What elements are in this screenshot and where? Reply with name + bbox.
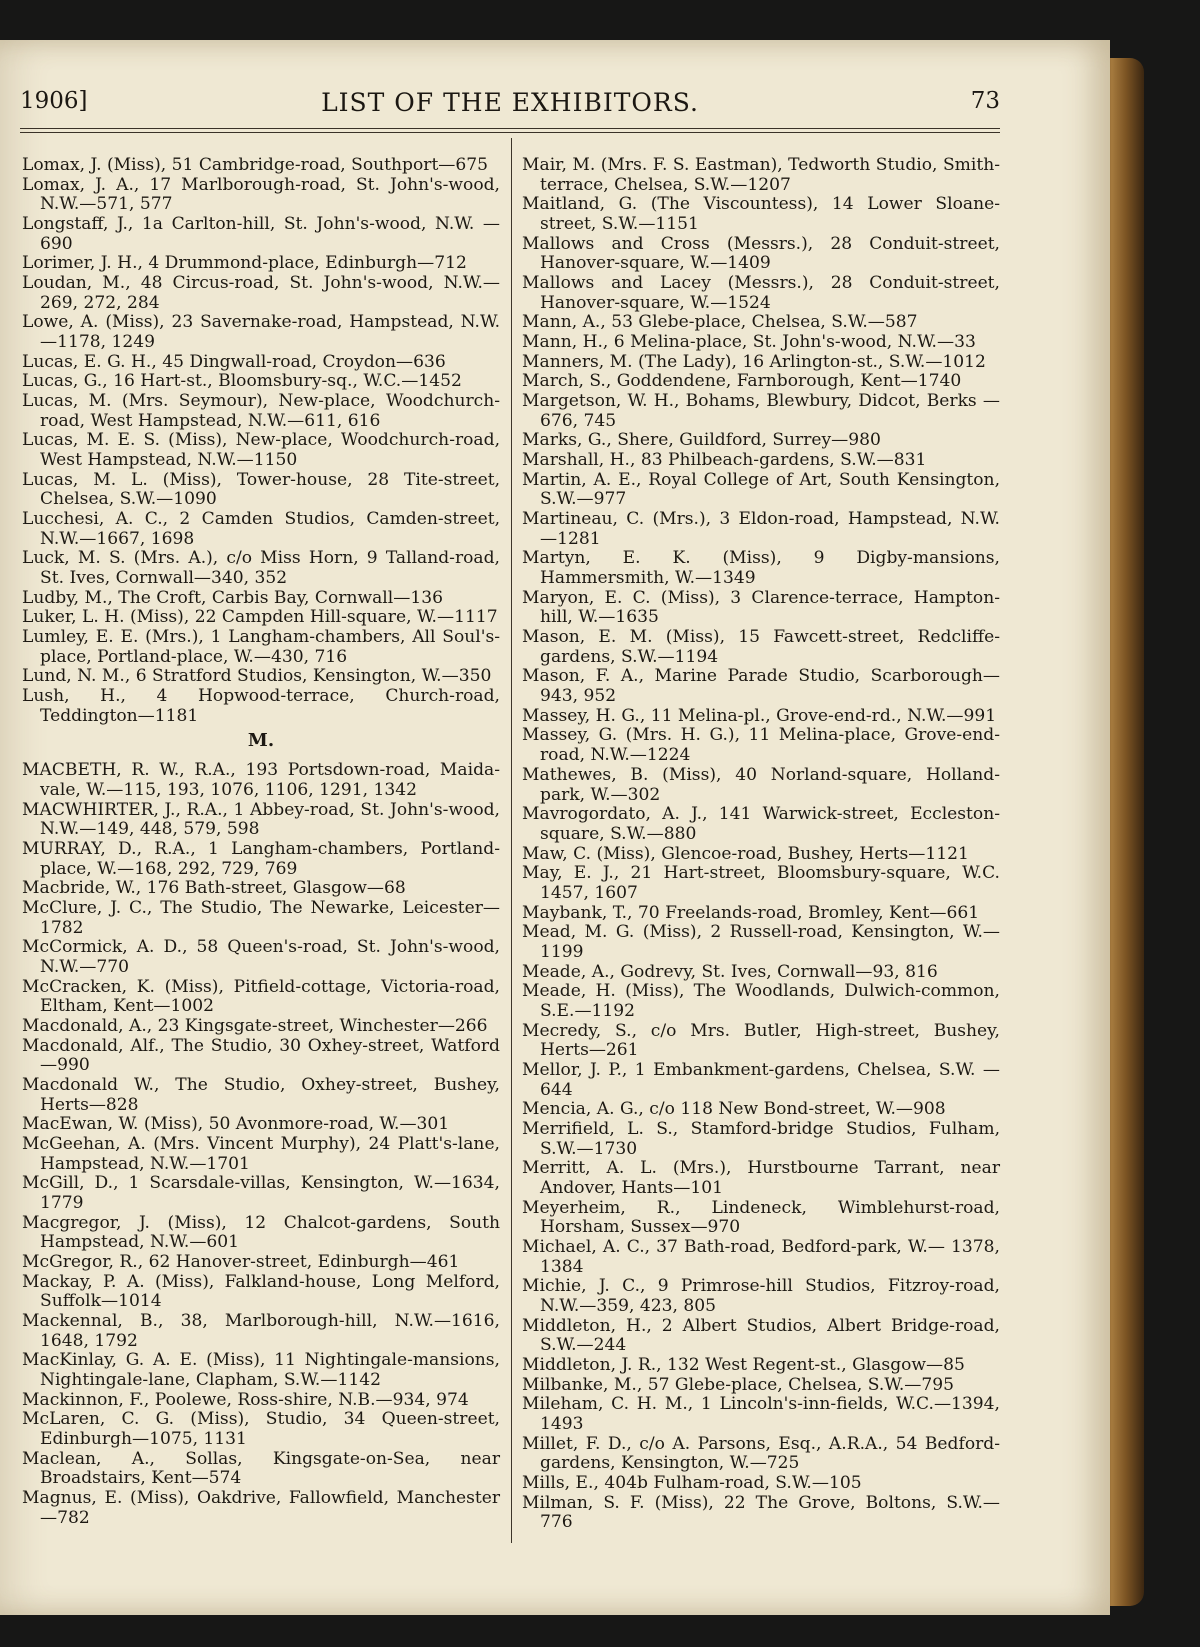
exhibitor-entry: Mathewes, B. (Miss), 40 Norland-square, Holland-park, W.—302: [522, 764, 1000, 805]
exhibitor-entry: Martineau, C. (Mrs.), 3 Eldon-road, Hampstead, N.W. —1281: [522, 509, 1000, 549]
exhibitor-entry: Massey, G. (Mrs. H. G.), 11 Melina-place, Grove-end-road, N.W.—1224: [522, 725, 1000, 766]
exhibitor-entry: Luker, L. H. (Miss), 22 Campden Hill-square, W.—1117: [22, 607, 498, 628]
exhibitor-entry: Millet, F. D., c/o A. Parsons, Esq., A.R.A., 54 Bedford-gardens, Kensington, W.—725: [522, 1433, 1000, 1474]
exhibitor-entry: Mason, E. M. (Miss), 15 Fawcett-street, Redcliffe-gardens, S.W.—1194: [522, 627, 1000, 667]
section-heading-m: M.: [247, 730, 275, 752]
exhibitor-entry: Lucas, M. L. (Miss), Tower-house, 28 Tite-street, Chelsea, S.W.—1090: [22, 469, 500, 510]
exhibitor-entry: Ludby, M., The Croft, Carbis Bay, Cornwall—136: [22, 587, 443, 608]
exhibitor-entry: Mead, M. G. (Miss), 2 Russell-road, Kensington, W.— 1199: [522, 922, 1000, 962]
exhibitor-entry: McGill, D., 1 Scarsdale-villas, Kensington, W.—1634, 1779: [22, 1173, 500, 1213]
exhibitor-entry: Merritt, A. L. (Mrs.), Hurstbourne Tarrant, near Andover, Hants—101: [522, 1158, 1000, 1198]
page-number: 73: [970, 88, 1000, 114]
exhibitor-entry: Martyn, E. K. (Miss), 9 Digby-mansions, Hammersmith, W.—1349: [522, 548, 1000, 589]
exhibitor-entry: Macdonald W., The Studio, Oxhey-street, Bushey, Herts—828: [22, 1074, 500, 1115]
exhibitor-entry: Martin, A. E., Royal College of Art, South Kensington, S.W.—977: [522, 469, 1000, 510]
exhibitor-entry: Lorimer, J. H., 4 Drummond-place, Edinburgh—712: [22, 253, 467, 274]
exhibitor-entry: MACWHIRTER, J., R.A., 1 Abbey-road, St. John's-wood, N.W.—149, 448, 579, 598: [22, 799, 500, 840]
exhibitor-entry: Lucas, G., 16 Hart-st., Bloomsbury-sq., W.C.—1452: [22, 371, 462, 392]
exhibitor-entry: Mecredy, S., c/o Mrs. Butler, High-street, Bushey, Herts—261: [522, 1020, 1000, 1061]
entries-l-section: [22, 156, 500, 726]
page-title: LIST OF THE EXHIBITORS.: [321, 88, 699, 117]
exhibitor-entry: Merrifield, L. S., Stamford-bridge Studios, Fulham, S.W.—1730: [522, 1118, 1000, 1159]
exhibitor-entry: March, S., Goddendene, Farnborough, Kent—1740: [522, 371, 962, 392]
exhibitor-entry: Magnus, E. (Miss), Oakdrive, Fallowfield, Manchester —782: [22, 1488, 500, 1528]
exhibitor-entry: Lowe, A. (Miss), 23 Savernake-road, Hampstead, N.W. —1178, 1249: [22, 312, 500, 353]
exhibitor-entry: Meade, H. (Miss), The Woodlands, Dulwich-common, S.E.—1192: [522, 981, 1000, 1021]
column-divider: [511, 138, 512, 1543]
exhibitor-entry: McLaren, C. G. (Miss), Studio, 34 Queen-street, Edinburgh—1075, 1131: [22, 1409, 500, 1449]
exhibitor-entry: Milman, S. F. (Miss), 22 The Grove, Boltons, S.W.— 776: [522, 1492, 1000, 1533]
exhibitor-entry: Longstaff, J., 1a Carlton-hill, St. John's-wood, N.W. —690: [22, 214, 500, 254]
exhibitor-entry: Macdonald, Alf., The Studio, 30 Oxhey-street, Watford —990: [22, 1035, 500, 1076]
exhibitor-entry: Lucchesi, A. C., 2 Camden Studios, Camden-street, N.W.—1667, 1698: [22, 509, 500, 549]
exhibitor-entry: MacEwan, W. (Miss), 50 Avonmore-road, W.—301: [22, 1114, 450, 1135]
exhibitor-entry: Lucas, M. E. S. (Miss), New-place, Woodchurch-road, West Hampstead, N.W.—1150: [22, 430, 500, 471]
exhibitor-entry: Maclean, A., Sollas, Kingsgate-on-Sea, near Broadstairs, Kent—574: [22, 1448, 500, 1489]
right-column: [522, 156, 1000, 1533]
exhibitor-entry: Lund, N. M., 6 Stratford Studios, Kensington, W.—350: [22, 666, 492, 687]
exhibitor-entry: Mavrogordato, A. J., 141 Warwick-street, Eccleston-square, S.W.—880: [522, 804, 1000, 844]
exhibitor-entry: Milbanke, M., 57 Glebe-place, Chelsea, S.W.—795: [522, 1374, 955, 1395]
exhibitor-entry: Mackennal, B., 38, Marlborough-hill, N.W.—1616, 1648, 1792: [22, 1310, 500, 1351]
exhibitor-entry: Mann, H., 6 Melina-place, St. John's-wood, N.W.—33: [522, 332, 976, 353]
exhibitor-entry: Mallows and Lacey (Messrs.), 28 Conduit-street, Hanover-square, W.—1524: [522, 273, 1000, 313]
exhibitor-entry: Meade, A., Godrevy, St. Ives, Cornwall—93, 816: [522, 961, 938, 982]
entries-m-section-left: [22, 761, 500, 1528]
exhibitor-entry: Maw, C. (Miss), Glencoe-road, Bushey, Herts—1121: [522, 843, 969, 864]
exhibitor-entry: Marshall, H., 83 Philbeach-gardens, S.W.—831: [522, 450, 927, 471]
exhibitor-entry: McClure, J. C., The Studio, The Newarke, Leicester— 1782: [22, 897, 500, 938]
exhibitor-entry: Manners, M. (The Lady), 16 Arlington-st., S.W.—1012: [522, 351, 986, 372]
exhibitor-entry: Macdonald, A., 23 Kingsgate-street, Winchester—266: [22, 1015, 488, 1036]
exhibitor-entry: Lomax, J. A., 17 Marlborough-road, St. John's-wood, N.W.—571, 577: [22, 174, 500, 215]
exhibitor-entry: Mann, A., 53 Glebe-place, Chelsea, S.W.—587: [522, 312, 918, 333]
header-rule-double: [20, 132, 1000, 133]
exhibitor-entry: MACBETH, R. W., R.A., 193 Portsdown-road, Maida-vale, W.—115, 193, 1076, 1106, 1291, 1342: [22, 760, 500, 800]
exhibitor-entry: Luck, M. S. (Mrs. A.), c/o Miss Horn, 9 Talland-road, St. Ives, Cornwall—340, 352: [22, 548, 500, 589]
exhibitor-entry: Middleton, H., 2 Albert Studios, Albert Bridge-road, S.W.—244: [522, 1315, 1000, 1356]
page-header: [20, 88, 1000, 124]
exhibitor-entry: MacKinlay, G. A. E. (Miss), 11 Nightingale-mansions, Nightingale-lane, Clapham, S.W.—1142: [22, 1350, 500, 1390]
exhibitor-entry: Lucas, E. G. H., 45 Dingwall-road, Croydon—636: [22, 351, 446, 372]
exhibitor-entry: Lush, H., 4 Hopwood-terrace, Church-road, Teddington—1181: [22, 686, 500, 726]
exhibitor-entry: Mallows and Cross (Messrs.), 28 Conduit-street, Hanover-square, W.—1409: [522, 233, 1000, 274]
header-rule: [20, 128, 1000, 129]
header-year: 1906]: [20, 88, 88, 114]
exhibitor-entry: Lumley, E. E. (Mrs.), 1 Langham-chambers, All Soul's-place, Portland-place, W.—430, 716: [22, 627, 500, 667]
exhibitor-entry: Middleton, J. R., 132 West Regent-st., Glasgow—85: [522, 1354, 965, 1375]
exhibitor-entry: Macbride, W., 176 Bath-street, Glasgow—68: [22, 878, 406, 899]
exhibitor-entry: Mellor, J. P., 1 Embankment-gardens, Chelsea, S.W. —644: [522, 1059, 1000, 1100]
exhibitor-entry: McCracken, K. (Miss), Pitfield-cottage, Victoria-road, Eltham, Kent—1002: [22, 976, 500, 1017]
exhibitor-entry: Loudan, M., 48 Circus-road, St. John's-wood, N.W.— 269, 272, 284: [22, 273, 500, 313]
exhibitor-entry: Massey, H. G., 11 Melina-pl., Grove-end-rd., N.W.—991: [522, 705, 997, 726]
exhibitor-entry: Mason, F. A., Marine Parade Studio, Scarborough— 943, 952: [522, 666, 1000, 707]
exhibitor-entry: Maybank, T., 70 Freelands-road, Bromley, Kent—661: [522, 902, 980, 923]
exhibitor-entry: Lomax, J. (Miss), 51 Cambridge-road, Southport—675: [22, 155, 489, 175]
exhibitor-entry: Mair, M. (Mrs. F. S. Eastman), Tedworth Studio, Smith-terrace, Chelsea, S.W.—1207: [522, 155, 1000, 195]
exhibitor-entry: Mackinnon, F., Poolewe, Ross-shire, N.B.—934, 974: [22, 1389, 469, 1410]
exhibitor-entry: McCormick, A. D., 58 Queen's-road, St. John's-wood, N.W.—770: [22, 937, 500, 977]
exhibitor-entry: Mills, E., 404b Fulham-road, S.W.—105: [522, 1473, 862, 1494]
exhibitor-entry: Margetson, W. H., Bohams, Blewbury, Didcot, Berks —676, 745: [522, 391, 1000, 431]
exhibitor-entry: May, E. J., 21 Hart-street, Bloomsbury-square, W.C. 1457, 1607: [522, 863, 1000, 903]
left-column: [22, 156, 500, 1528]
exhibitor-entry: Lucas, M. (Mrs. Seymour), New-place, Woodchurch-road, West Hampstead, N.W.—611, 616: [22, 391, 500, 431]
exhibitor-entry: Macgregor, J. (Miss), 12 Chalcot-gardens, South Hampstead, N.W.—601: [22, 1212, 500, 1253]
exhibitor-entry: Marks, G., Shere, Guildford, Surrey—980: [522, 430, 881, 451]
exhibitor-entry: MURRAY, D., R.A., 1 Langham-chambers, Portland-place, W.—168, 292, 729, 769: [22, 838, 500, 879]
exhibitor-entry: Maryon, E. C. (Miss), 3 Clarence-terrace, Hampton-hill, W.—1635: [522, 587, 1000, 628]
exhibitor-entry: Maitland, G. (The Viscountess), 14 Lower Sloane-street, S.W.—1151: [522, 194, 1000, 235]
exhibitor-entry: Mencia, A. G., c/o 118 New Bond-street, W.—908: [522, 1099, 946, 1120]
exhibitor-entry: Michie, J. C., 9 Primrose-hill Studios, Fitzroy-road, N.W.—359, 423, 805: [522, 1276, 1000, 1316]
exhibitor-entry: Michael, A. C., 37 Bath-road, Bedford-park, W.— 1378, 1384: [522, 1236, 1000, 1277]
exhibitor-entry: McGregor, R., 62 Hanover-street, Edinburgh—461: [22, 1251, 460, 1272]
exhibitor-entry: McGeehan, A. (Mrs. Vincent Murphy), 24 Platt's-lane, Hampstead, N.W.—1701: [22, 1133, 500, 1174]
exhibitor-entry: Mackay, P. A. (Miss), Falkland-house, Long Melford, Suffolk—1014: [22, 1271, 500, 1312]
exhibitor-entry: Mileham, C. H. M., 1 Lincoln's-inn-fields, W.C.—1394, 1493: [522, 1394, 1000, 1434]
exhibitor-entry: Meyerheim, R., Lindeneck, Wimblehurst-road, Horsham, Sussex—970: [522, 1197, 1000, 1238]
